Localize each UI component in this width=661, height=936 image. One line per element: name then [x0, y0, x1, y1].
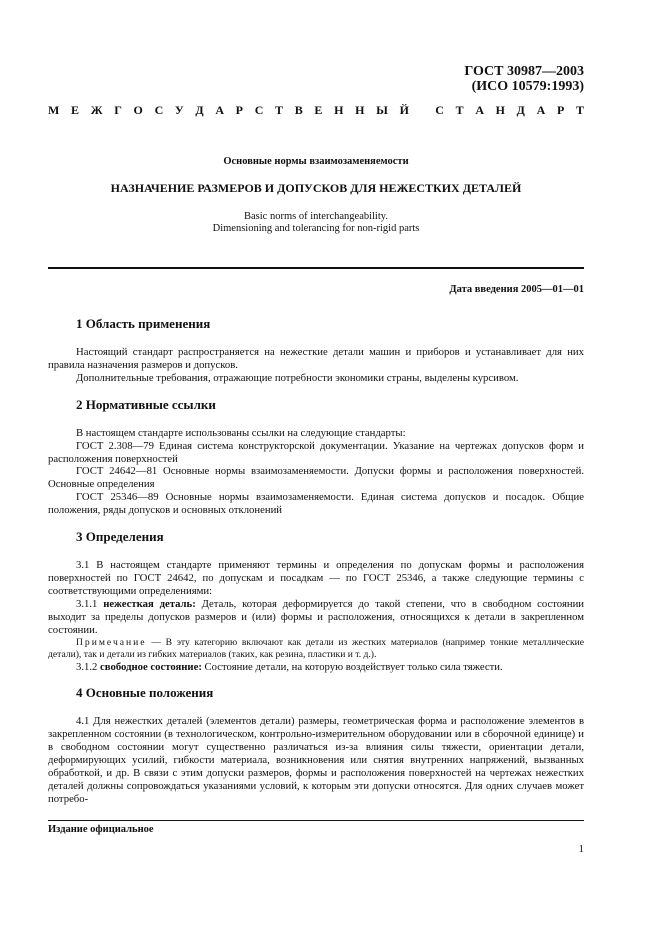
banner-letter: Г: [114, 103, 122, 117]
introduction-date: Дата введения 2005—01—01: [449, 284, 584, 295]
banner-letter: Е: [314, 103, 323, 117]
banner-letter: С: [254, 103, 264, 117]
banner-letter: Д: [516, 103, 525, 117]
banner-letter: Р: [235, 103, 244, 117]
banner-letter: У: [174, 103, 184, 117]
section-normative-references: [48, 397, 584, 517]
page-number: 1: [578, 843, 584, 855]
banner-letter: Ы: [376, 103, 388, 117]
banner-letter: Й: [399, 103, 409, 117]
definition-term: нежесткая деталь:: [103, 597, 196, 610]
banner-letter: С: [435, 103, 444, 117]
banner-letter: Т: [275, 103, 284, 117]
banner-letter: Н: [495, 103, 505, 117]
banner-letter: О: [133, 103, 143, 117]
banner-letter: А: [536, 103, 546, 117]
interstate-standard-banner: [48, 103, 584, 118]
gost-number: ГОСТ 30987—2003: [464, 64, 584, 79]
english-title-line-2: Dimensioning and tolerancing for non-rigid parts: [212, 223, 420, 234]
section-heading: 4 Основные положения: [76, 685, 214, 701]
english-title: [48, 211, 584, 235]
banner-letter: Н: [334, 103, 344, 117]
paragraph: В настоящем стандарте использованы ссылки на следующие стандарты:: [76, 426, 406, 439]
banner-letter: Е: [71, 103, 80, 117]
reference-item: ГОСТ 25346—89 Основные нормы взаимозаменяемости. Единая система допусков и посадок. Общие положения, ряды допусков и основных отклонений: [48, 491, 584, 517]
banner-letter: В: [294, 103, 303, 117]
definition-item: [48, 661, 584, 674]
subject-heading: Основные нормы взаимозаменяемости: [223, 156, 409, 167]
official-edition-label: Издание официальное: [48, 824, 154, 835]
definition-term: свободное состояние:: [100, 660, 202, 673]
banner-letter: Т: [575, 103, 584, 117]
section-heading: 2 Нормативные ссылки: [76, 396, 216, 412]
section-heading: 1 Область применения: [76, 316, 211, 331]
banner-letter: Д: [195, 103, 204, 117]
definition-number: 3.1.2: [76, 660, 98, 673]
banner-letter: А: [215, 103, 224, 117]
definition-number: 3.1.1: [76, 597, 98, 610]
section-definitions: [48, 529, 584, 673]
reference-item: ГОСТ 2.308—79 Единая система конструкторской документации. Указание на чертежах допусков форм и расположения поверхностей: [48, 439, 584, 465]
reference-item: ГОСТ 24642—81 Основные нормы взаимозаменяемости. Допуски формы и расположения поверхностей. Основные определения: [48, 465, 584, 491]
document-body: [48, 316, 584, 818]
banner-letter: Ж: [90, 103, 103, 117]
banner-letter: Н: [355, 103, 365, 117]
banner-letter: М: [48, 103, 60, 117]
iso-number: (ИСО 10579:1993): [471, 79, 584, 94]
section-general-provisions: [48, 685, 584, 805]
section-scope: [48, 316, 584, 385]
banner-letter: Т: [455, 103, 464, 117]
note-label: Примечание: [76, 636, 147, 648]
paragraph: 3.1 В настоящем стандарте применяют термины и определения по допускам формы и расположения поверхностей по ГОСТ 24642, по допускам и посадкам — по ГОСТ 25346, а также следующие термины с соответствующими определениями:: [48, 559, 584, 597]
footer-divider: [48, 820, 584, 821]
banner-letter: А: [475, 103, 484, 117]
banner-gap: [421, 103, 424, 118]
paragraph: 4.1 Для нежестких деталей (элементов детали) размеры, геометрическая форма и расположение элементов в закрепленном состоянии (в технологическом, контрольно-измерительном оборудовании или в сборочной единице) и в свободном состоянии могут существенно различаться из-за влияния силы тяжести, ориентации детали, деформирующих усилий, гибкости материала, возникновения или снятия внутренних напряжений, вызванных обработкой, и др. В связи с этим допуски размеров, формы и расположения поверхностей на чертежах нежестких деталей должны сопровождаться указаниями условий, к которым эти допуски относятся. Для одних случаев может потребо-: [48, 715, 584, 805]
definition-item: [48, 598, 584, 637]
title-divider: [48, 267, 584, 269]
paragraph: Дополнительные требования, отражающие потребности экономики страны, выделены курсивом.: [76, 371, 519, 384]
section-heading: 3 Определения: [76, 529, 164, 545]
definition-text: Состояние детали, на которую воздействует только сила тяжести.: [204, 660, 503, 673]
definition-text: Деталь, которая деформируется до такой степени, что в свободном состоянии выходит за пределы допусков размеров и (или) формы и расположения, относящихся к детали в закрепленном состоянии.: [48, 597, 585, 636]
banner-letter: С: [154, 103, 164, 117]
paragraph: Настоящий стандарт распространяется на нежесткие детали машин и приборов и устанавливает для них правила назначения размеров и допусков.: [48, 346, 584, 371]
standard-number: [464, 64, 584, 94]
note: [48, 637, 584, 661]
english-title-line-1: Basic norms of interchangeability.: [244, 211, 388, 222]
banner-letter: Р: [556, 103, 565, 117]
note-text: — В эту категорию включают как детали из жестких материалов (например тонкие металлические детали), так и детали из гибких материалов (таких, как резина, пластики и т. д.).: [48, 636, 584, 660]
document-title: НАЗНАЧЕНИЕ РАЗМЕРОВ И ДОПУСКОВ ДЛЯ НЕЖЕСТКИХ ДЕТАЛЕЙ: [110, 181, 522, 195]
